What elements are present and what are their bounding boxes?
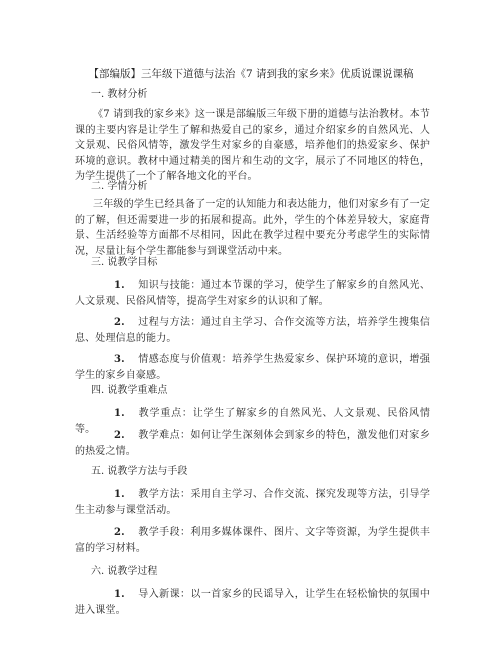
list-item-text: 情感态度与价值观：培养学生热爱家乡、保护环境的意识，增强学生的家乡自豪感。: [75, 354, 430, 381]
list-item-text: 导入新课：以一首家乡的民谣导入，让学生在轻松愉快的氛围中进入课堂。: [75, 589, 430, 616]
list-item-number: 1.: [114, 408, 125, 419]
list-item-text: 教学重点：让学生了解家乡的自然风光、人文景观、民俗风情等。: [75, 408, 430, 435]
list-item: [75, 428, 430, 459]
list-item: [75, 487, 430, 518]
document-title: 【部编版】三年级下道德与法治《7 请到我的家乡来》优质说课说课稿: [88, 68, 414, 80]
list-item-number: 1.: [114, 489, 125, 500]
list-item-number: 1.: [114, 589, 125, 600]
list-item: [75, 315, 430, 346]
list-item-number: 2.: [114, 317, 125, 328]
list-item-text: 教学方法：采用自主学习、合作交流、探究发现等方法，引导学生主动参与课堂活动。: [75, 489, 430, 516]
section-heading-teaching-goals: 三. 说教学目标: [91, 257, 158, 268]
list-item: [75, 352, 430, 383]
list-item-text: 过程与方法：通过自主学习、合作交流等方法，培养学生搜集信息、处理信息的能力。: [75, 317, 430, 344]
section-heading-student-analysis: 二. 学情分析: [91, 181, 148, 192]
list-item-number: 1.: [114, 280, 125, 291]
list-item: [75, 278, 430, 309]
list-item: [75, 587, 430, 618]
section-paragraph: 三年级的学生已经具备了一定的认知能力和表达能力，他们对家乡有了一定的了解，但还需要进一步的拓展和提高。此外，学生的个体差异较大，家庭背景、生活经验等方面都不尽相同，因此在教学过程中要充分考虑学生的实际情况，尽量让每个学生都能参与到课堂活动中来。: [75, 199, 430, 257]
list-item-text: 知识与技能：通过本节课的学习，使学生了解家乡的自然风光、人文景观、民俗风情等，提高学生对家乡的认识和了解。: [75, 280, 430, 307]
list-item-text: 教学难点：如何让学生深刻体会到家乡的特色，激发他们对家乡的热爱之情。: [75, 430, 430, 457]
section-heading-teaching-process: 六. 说教学过程: [91, 566, 158, 577]
list-item-number: 3.: [114, 354, 125, 365]
section-heading-methods: 五. 说教学方法与手段: [91, 466, 188, 477]
section-heading-textbook-analysis: 一. 教材分析: [91, 89, 148, 100]
section-paragraph: 《7 请到我的家乡来》这一课是部编版三年级下册的道德与法治教材。本节课的主要内容是让学生了解和热爱自己的家乡，通过介绍家乡的自然风光、人文景观、民俗风情等，激发学生对家乡的自豪感，培养他们的热爱家乡、保护环境的意识。教材中通过精美的图片和生动的文字，展示了不同地区的特色，为学生提供了一个了解各地文化的平台。: [75, 109, 430, 183]
section-heading-key-points: 四. 说教学重难点: [91, 385, 168, 396]
list-item-text: 教学手段：利用多媒体课件、图片、文字等资源，为学生提供丰富的学习材料。: [75, 527, 430, 554]
list-item-number: 2.: [114, 527, 125, 538]
list-item: [75, 525, 430, 556]
list-item-number: 2.: [114, 430, 125, 441]
